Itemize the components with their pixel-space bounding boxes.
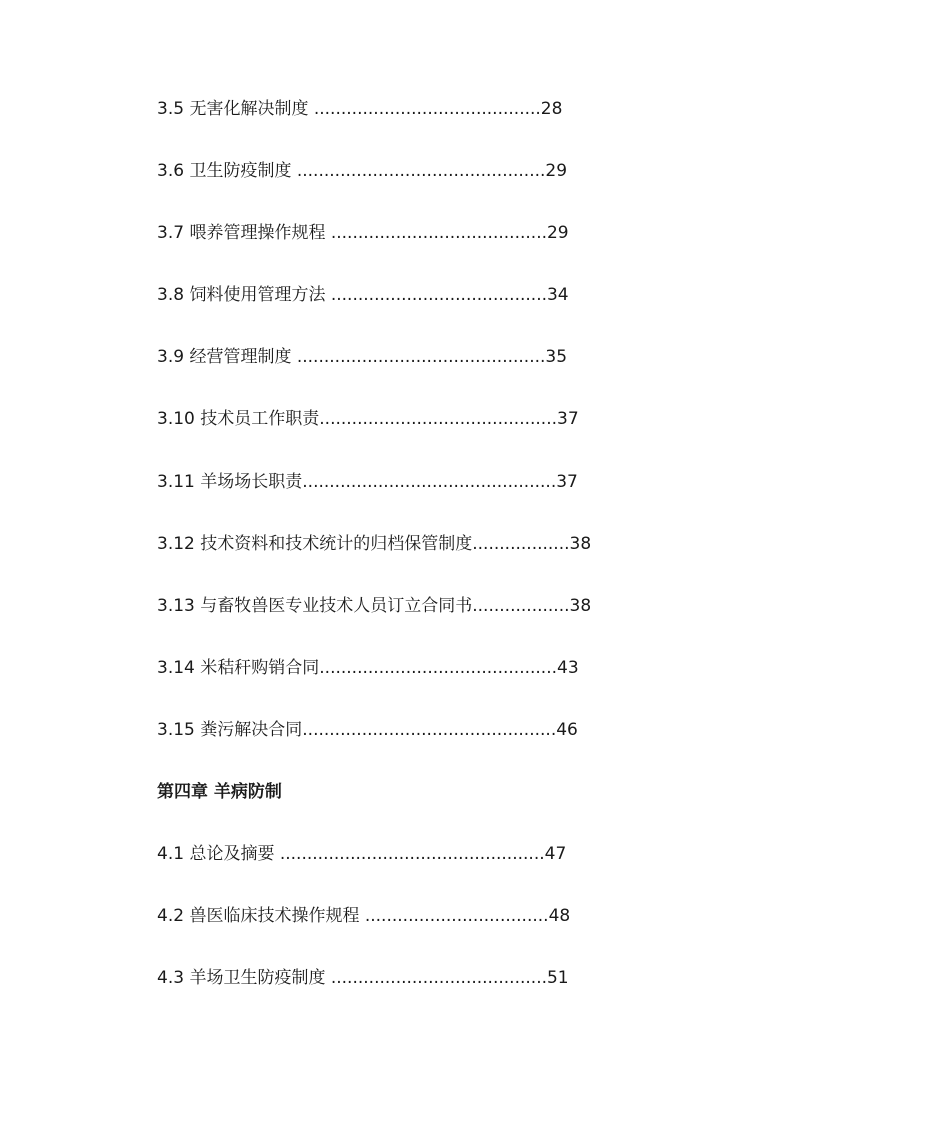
toc-entry-text: 3.9 经营管理制度 ..............................................35 xyxy=(157,347,568,368)
toc-entry-4-1 xyxy=(157,841,591,903)
toc-entry-text: 3.12 技术资料和技术统计的归档保管制度..................38 xyxy=(157,533,592,554)
toc-entry-3-15 xyxy=(157,717,591,779)
toc-entry-3-9 xyxy=(157,344,591,406)
toc-entry-text: 3.14 米秸秆购销合同............................................43 xyxy=(157,657,579,678)
toc-entry-4-3 xyxy=(157,965,591,1027)
toc-entry-text: 4.1 总论及摘要 .................................................47 xyxy=(157,844,567,865)
toc-entry-3-12 xyxy=(157,531,591,593)
toc-entry-3-8 xyxy=(157,282,591,344)
toc-entry-3-5 xyxy=(157,96,591,158)
toc-entry-text: 3.13 与畜牧兽医专业技术人员订立合同书..................38 xyxy=(157,595,592,616)
toc-entry-3-13 xyxy=(157,593,591,655)
toc-entry-text: 4.2 兽医临床技术操作规程 ..................................48 xyxy=(157,906,571,927)
toc-entry-3-6 xyxy=(157,158,591,220)
toc-entry-3-10 xyxy=(157,406,591,468)
toc-entry-text: 3.8 饲料使用管理方法 ........................................34 xyxy=(157,285,569,306)
toc-entry-text: 3.6 卫生防疫制度 ..............................................29 xyxy=(157,161,568,182)
toc-entry-text: 3.11 羊场场长职责...............................................37 xyxy=(157,471,578,492)
toc-entry-text: 3.10 技术员工作职责............................................37 xyxy=(157,409,579,430)
toc-entry-text: 3.15 粪污解决合同...............................................46 xyxy=(157,719,578,740)
table-of-contents xyxy=(157,96,591,1027)
toc-entry-3-14 xyxy=(157,655,591,717)
toc-entry-4-2 xyxy=(157,903,591,965)
toc-entry-text: 3.7 喂养管理操作规程 ........................................29 xyxy=(157,223,569,244)
chapter-heading-text: 第四章 羊病防制 xyxy=(157,782,282,803)
chapter-heading-4 xyxy=(157,779,591,841)
toc-entry-3-11 xyxy=(157,469,591,531)
toc-entry-text: 4.3 羊场卫生防疫制度 ........................................51 xyxy=(157,968,569,989)
toc-entry-3-7 xyxy=(157,220,591,282)
toc-entry-text: 3.5 无害化解决制度 ..........................................28 xyxy=(157,99,563,119)
